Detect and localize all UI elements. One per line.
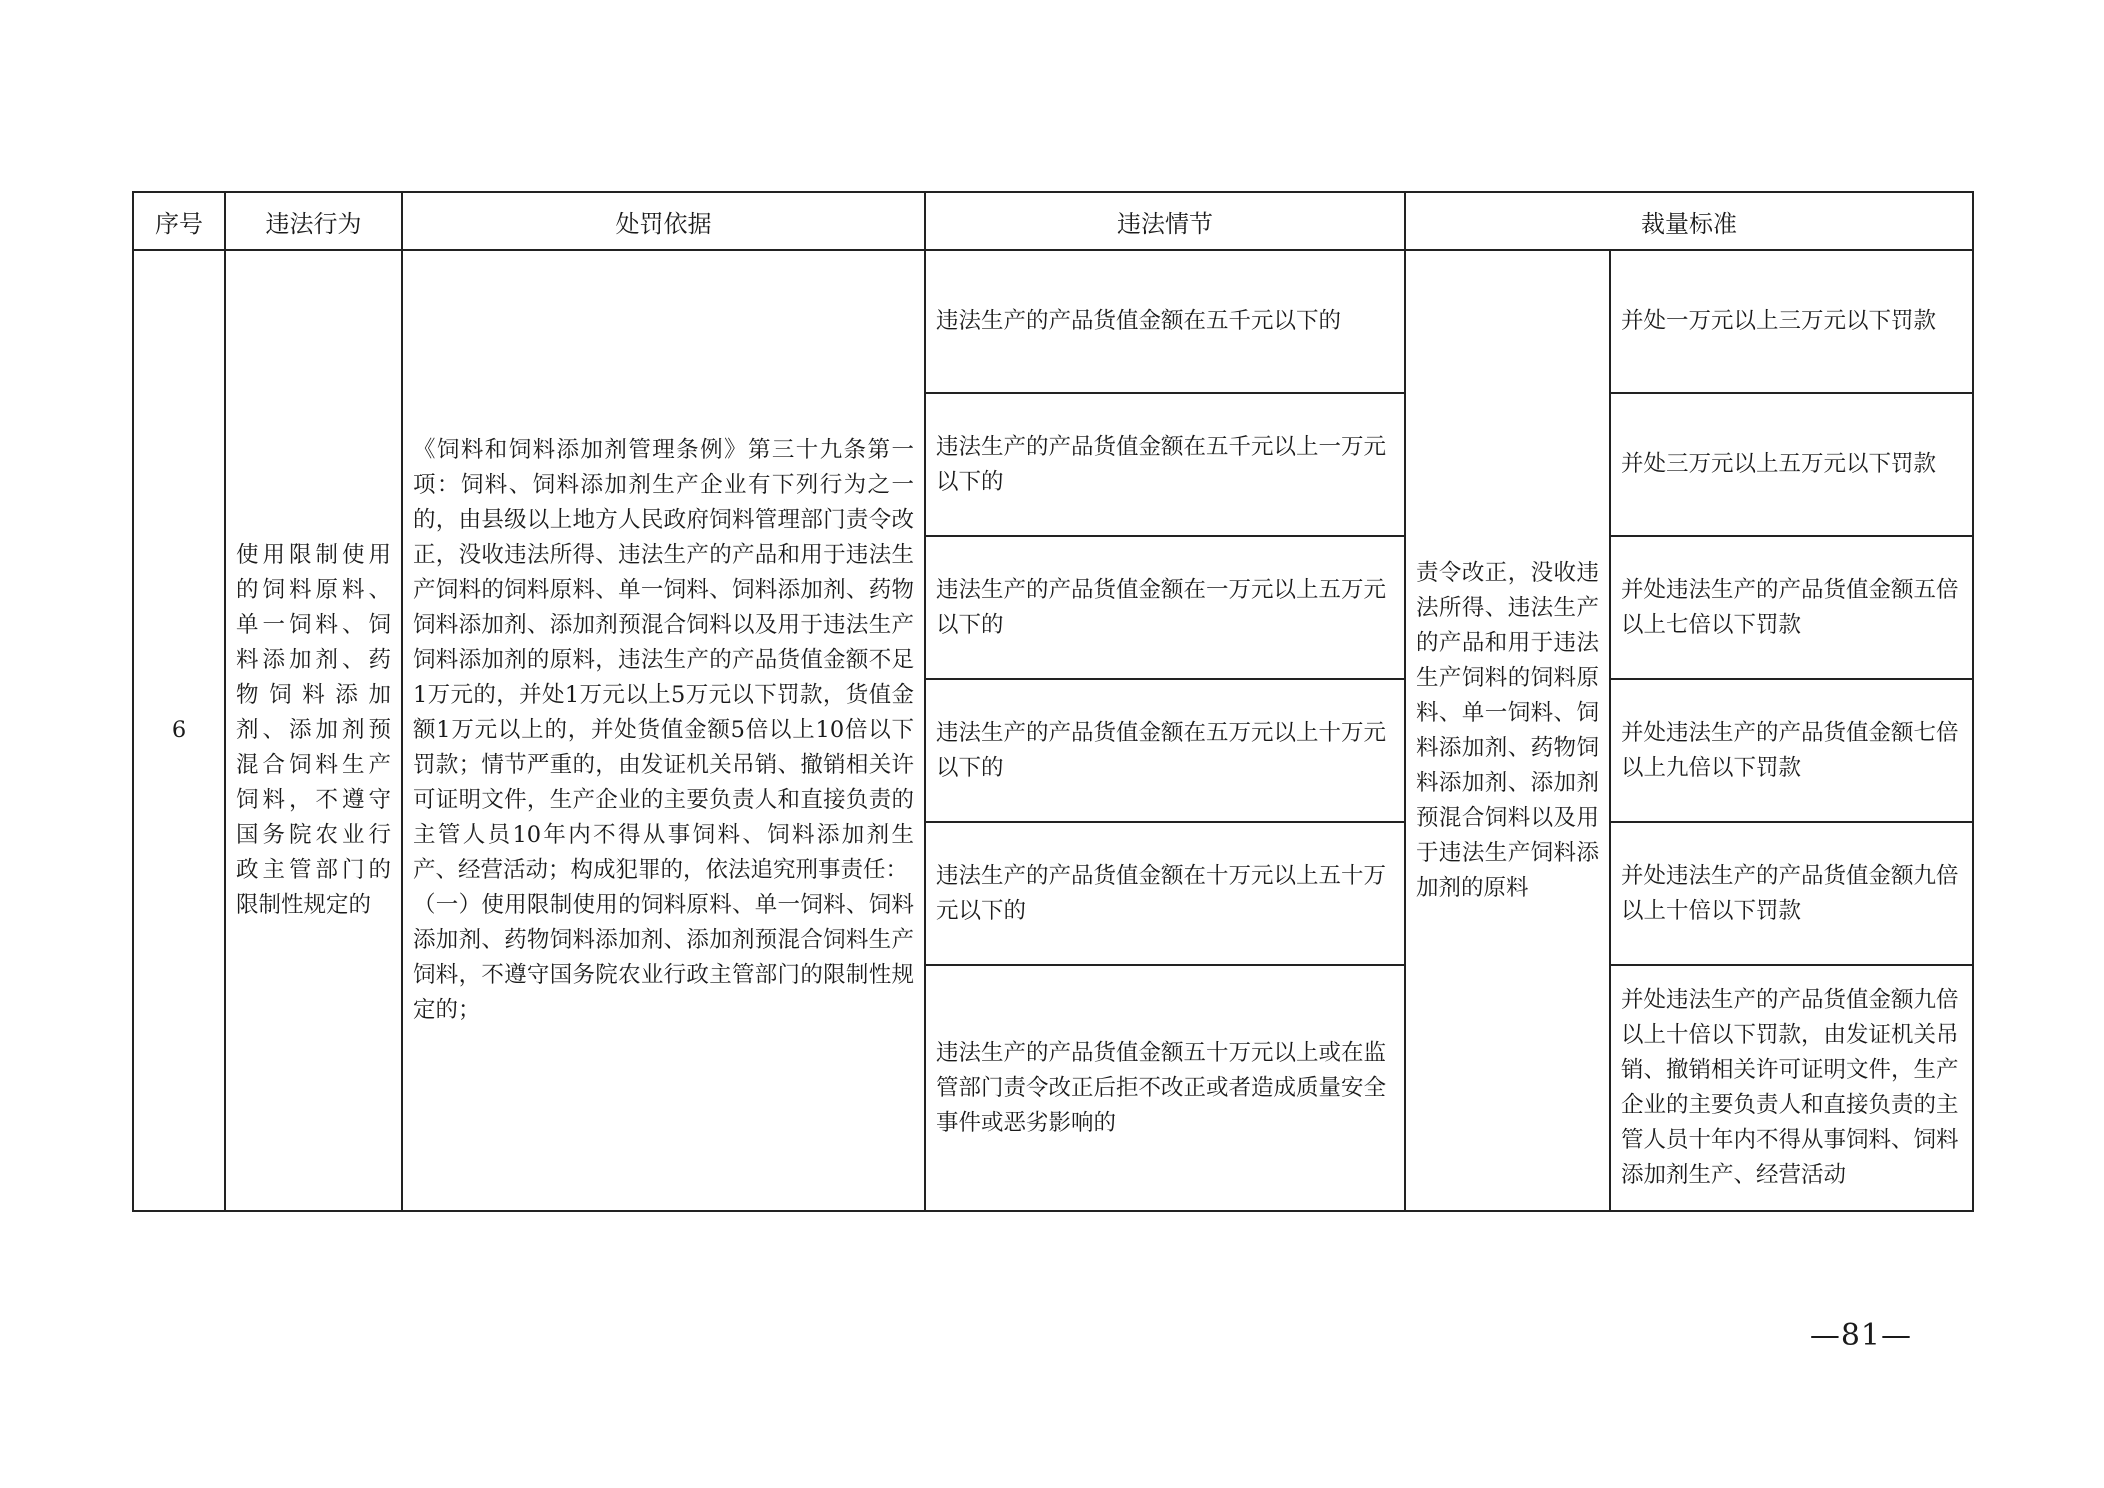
basis-item: （一）使用限制使用的饲料原料、单一饲料、饲料添加剂、药物饲料添加剂、添加剂预混合饲料生产饲料，不遵守国务院农业行政主管部门的限制性规定的； [413,892,914,1023]
table-header-row [133,192,1973,250]
circumstance-penalty: 并处三万元以上五万元以下罚款 [1610,393,1973,536]
circumstance-situation: 违法生产的产品货值金额在五万元以上十万元以下的 [925,679,1405,822]
circumstance-penalty: 并处违法生产的产品货值金额五倍以上七倍以下罚款 [1610,536,1973,679]
circumstance-penalty: 并处一万元以上三万元以下罚款 [1610,250,1973,393]
circumstance-penalty: 并处违法生产的产品货值金额七倍以上九倍以下罚款 [1610,679,1973,822]
common-standard: 责令改正，没收违法所得、违法生产的产品和用于违法生产饲料的饲料原料、单一饲料、饲料添加剂、药物饲料添加剂、添加剂预混合饲料以及用于违法生产饲料添加剂的原料 [1405,250,1610,1211]
row-seq: 6 [133,250,225,1211]
circumstance-penalty: 并处违法生产的产品货值金额九倍以上十倍以下罚款，由发证机关吊销、撤销相关许可证明文件，生产企业的主要负责人和直接负责的主管人员十年内不得从事饲料、饲料添加剂生产、经营活动 [1610,965,1973,1211]
page-number: —81— [1809,1318,1912,1353]
circumstance-situation: 违法生产的产品货值金额在五千元以下的 [925,250,1405,393]
basis-text: 《饲料和饲料添加剂管理条例》第三十九条第一项：饲料、饲料添加剂生产企业有下列行为之一的，由县级以上地方人民政府饲料管理部门责令改正，没收违法所得、违法生产的产品和用于违法生产饲料的饲料原料、单一饲料、饲料添加剂、药物饲料添加剂、添加剂预混合饲料以及用于违法生产饲料添加剂的原料，违法生产的产品货值金额不足1万元的，并处1万元以上5万元以下罚款，货值金额1万元以上的，并处货值金额5倍以上10倍以下罚款；情节严重的，由发证机关吊销、撤销相关许可证明文件，生产企业的主要负责人和直接负责的主管人员10年内不得从事饲料、饲料添加剂生产、经营活动；构成犯罪的，依法追究刑事责任： [413,437,914,883]
row-behavior: 使用限制使用的饲料原料、单一饲料、饲料添加剂、药物饲料添加剂、添加剂预混合饲料生产饲料，不遵守国务院农业行政主管部门的限制性规定的 [225,250,402,1211]
table-row [133,250,1973,393]
row-basis [402,250,925,1211]
circumstance-situation: 违法生产的产品货值金额在十万元以上五十万元以下的 [925,822,1405,965]
circumstance-situation: 违法生产的产品货值金额在一万元以上五万元以下的 [925,536,1405,679]
header-circumstance: 违法情节 [925,192,1405,250]
header-behavior: 违法行为 [225,192,402,250]
circumstance-situation: 违法生产的产品货值金额五十万元以上或在监管部门责令改正后拒不改正或者造成质量安全事件或恶劣影响的 [925,965,1405,1211]
header-basis: 处罚依据 [402,192,925,250]
header-seq: 序号 [133,192,225,250]
header-standard: 裁量标准 [1405,192,1973,250]
penalty-discretion-table [132,191,1974,1212]
circumstance-situation: 违法生产的产品货值金额在五千元以上一万元以下的 [925,393,1405,536]
circumstance-penalty: 并处违法生产的产品货值金额九倍以上十倍以下罚款 [1610,822,1973,965]
